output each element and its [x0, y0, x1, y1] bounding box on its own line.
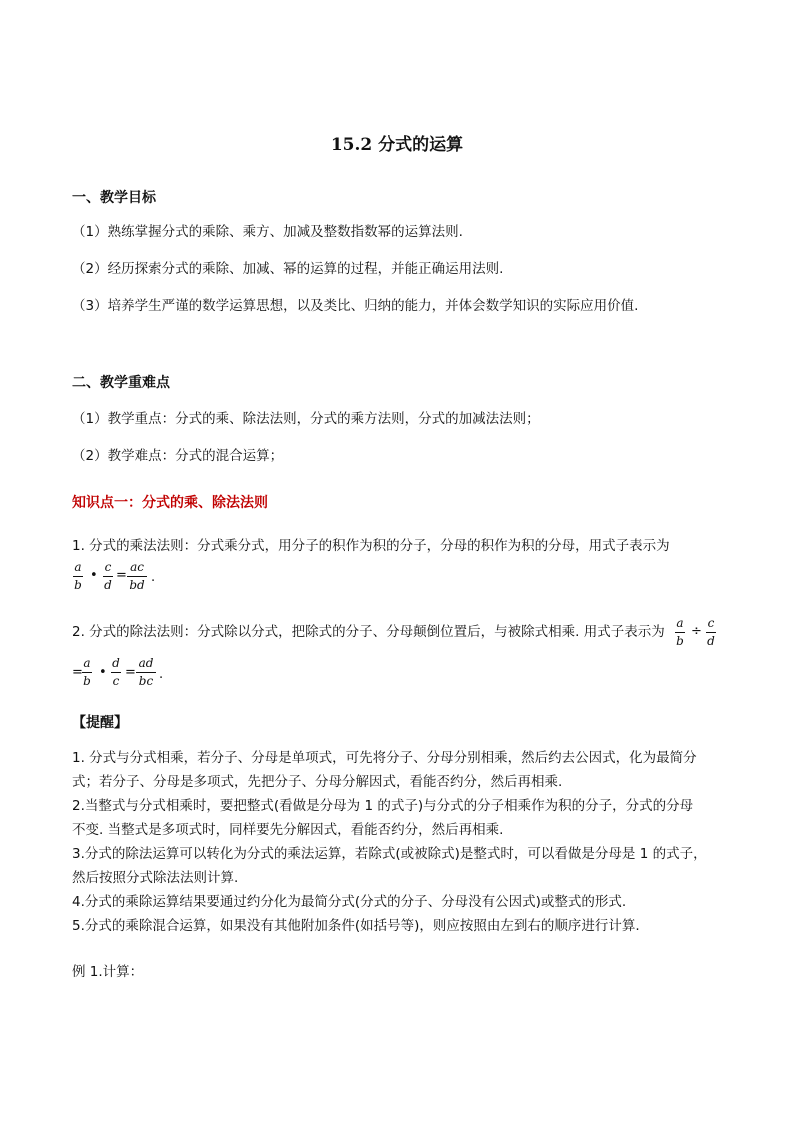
denominator: d	[707, 634, 715, 648]
knowledge-heading: 知识点一：分式的乘、除法法则	[72, 495, 268, 511]
reminder-heading: 【提醒】	[72, 715, 128, 731]
numerator: a	[83, 656, 91, 670]
goal-item-2: （2）经历探索分式的乘除、加减、幂的运算的过程，并能正确运用法则.	[72, 261, 504, 277]
equals-sign: =	[125, 665, 136, 680]
fraction-d-over-c	[111, 656, 121, 688]
divide-sign: ÷	[691, 624, 702, 639]
denominator: b	[676, 634, 684, 648]
fraction-a-over-b	[73, 560, 83, 592]
denominator: d	[104, 578, 112, 592]
reminder-line-1: 1. 分式与分式相乘，若分子、分母是单项式，可先将分子、分母分别相乘，然后约去公因式，化为最简分	[72, 750, 697, 766]
numerator: d	[112, 656, 120, 670]
multiply-dot: •	[90, 568, 98, 583]
denominator: c	[112, 674, 120, 688]
reminder-line-8: 5.分式的乘除混合运算，如果没有其他附加条件(如括号等)，则应按照由左到右的顺序进行计算.	[72, 918, 640, 934]
multiply-dot: •	[99, 665, 107, 680]
reminder-line-7: 4.分式的乘除运算结果要通过约分化为最简分式(分式的分子、分母没有公因式)或整式的形式.	[72, 894, 627, 910]
numerator: c	[707, 616, 715, 630]
period: .	[151, 570, 156, 585]
denominator: bc	[138, 674, 154, 688]
goal-item-1: （1）熟练掌握分式的乘除、乘方、加减及整数指数幂的运算法则.	[72, 224, 463, 240]
section-heading-goals: 一、教学目标	[72, 190, 156, 206]
division-rule-text: 2. 分式的除法法则：分式除以分式，把除式的分子、分母颠倒位置后，与被除式相乘. 用式子表示为	[72, 624, 665, 640]
reminder-line-2: 式；若分子、分母是多项式，先把分子、分母分解因式，看能否约分，然后再相乘.	[72, 774, 563, 790]
fraction-a-over-b	[82, 656, 92, 688]
reminder-line-3: 2.当整式与分式相乘时，要把整式(看做是分母为 1 的式子)与分式的分子相乘作为积的分子，分式的分母	[72, 798, 694, 814]
fraction-ac-over-bd	[127, 560, 147, 592]
fraction-a-over-b	[675, 616, 685, 648]
numerator: a	[74, 560, 82, 574]
section-heading-key-points: 二、教学重难点	[72, 375, 170, 391]
numerator: c	[104, 560, 112, 574]
goal-item-3: （3）培养学生严谨的数学运算思想，以及类比、归纳的能力，并体会数学知识的实际应用价值.	[72, 298, 639, 314]
reminder-line-4: 不变. 当整式是多项式时，同样要先分解因式，看能否约分，然后再相乘.	[72, 822, 504, 838]
multiplication-rule-text: 1. 分式的乘法法则：分式乘分式，用分子的积作为积的分子，分母的积作为积的分母，用式子表示为	[72, 538, 670, 554]
fraction-ad-over-bc	[136, 656, 156, 688]
denominator: bd	[129, 578, 145, 592]
fraction-c-over-d	[706, 616, 716, 648]
key-point-item-2: （2）教学难点：分式的混合运算；	[72, 448, 284, 464]
equals-sign: =	[72, 665, 83, 680]
numerator: ac	[130, 560, 144, 574]
denominator: b	[74, 578, 82, 592]
period: .	[159, 667, 164, 682]
fraction-c-over-d	[103, 560, 113, 592]
denominator: b	[83, 674, 91, 688]
numerator: ad	[138, 656, 154, 670]
reminder-line-5: 3.分式的除法运算可以转化为分式的乘法运算，若除式(或被除式)是整式时，可以看做是分母是 1 的式子，	[72, 846, 707, 862]
example-label: 例 1.计算：	[72, 964, 144, 980]
reminder-line-6: 然后按照分式除法法则计算.	[72, 870, 239, 886]
numerator: a	[676, 616, 684, 630]
equals-sign: =	[116, 568, 127, 583]
page-title: 15.2 分式的运算	[330, 135, 464, 155]
key-point-item-1: （1）教学重点：分式的乘、除法法则，分式的乘方法则，分式的加减法法则；	[72, 411, 540, 427]
